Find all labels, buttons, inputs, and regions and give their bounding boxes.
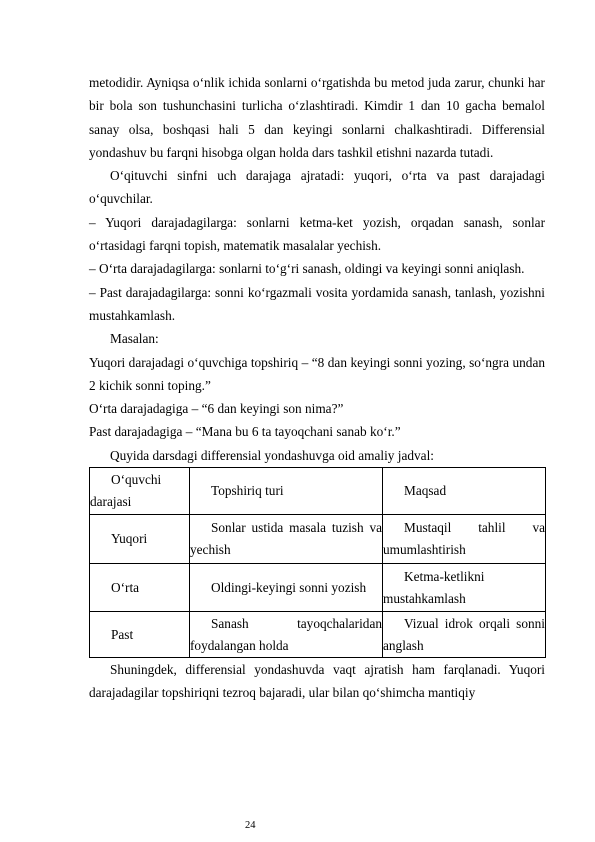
table-row — [90, 612, 546, 658]
table-header-cell: Maqsad — [383, 468, 546, 515]
table-header-row — [90, 468, 546, 515]
table-cell: O‘rta — [90, 564, 190, 612]
differentiation-table — [89, 467, 546, 658]
paragraph-example-high: Yuqori darajadagi o‘quvchiga topshiriq – “8 dan keyingi sonni yozing, so‘ngra undan 2 kichik sonni toping.” — [89, 354, 545, 393]
paragraph-intro: metodidir. Ayniqsa o‘nlik ichida sonlarni o‘rgatishda bu metod juda zarur, chunki har bir bola son tushunchasini turlicha o‘zlashtiradi. Kimdir 1 dan 10 gacha bemalol sanay olsa, boshqasi hali 5 dan keyingi sonlarni chalkashtiradi. Differensial yondashuv bu farqni hisobga olgan holda dars tashkil etishni nazarda tutadi. — [89, 75, 545, 160]
paragraph-example-low: Past darajadagiga – “Mana bu 6 ta tayoqchani sanab ko‘r.” — [89, 424, 401, 440]
paragraph-high-level: – Yuqori darajadagilarga: sonlarni ketma-ket yozish, orqadan sanash, sonlar o‘rtasidagi farqni topish, matematik masalalar yechish. — [89, 214, 545, 254]
paragraph-levels: O‘qituvchi sinfni uch darajaga ajratadi: yuqori, o‘rta va past darajadagi o‘quvchilar. — [89, 168, 545, 207]
table-cell: Sonlar ustida masala tuzish va yechish — [190, 515, 383, 564]
table-row — [90, 515, 546, 564]
document-page — [89, 71, 545, 705]
table-row — [90, 564, 546, 612]
table-cell: Mustaqil tahlil va umumlashtirish — [383, 515, 546, 564]
table-cell: Vizual idrok orqali sonni anglash — [383, 612, 546, 658]
paragraph-middle-level: – O‘rta darajadagilarga: sonlarni to‘g‘ri sanash, oldingi va keyingi sonni aniqlash. — [89, 261, 525, 277]
table-cell: Sanash tayoqchalaridan foydalangan holda — [190, 612, 383, 658]
table-cell: Oldingi-keyingi sonni yozish — [190, 564, 383, 612]
table-header-cell: Topshiriq turi — [190, 468, 383, 515]
table-cell: Yuqori — [90, 515, 190, 564]
paragraph-time-allocation: Shuningdek, differensial yondashuvda vaqt ajratish ham farqlanadi. Yuqori darajadagilar topshiriqni tezroq bajaradi, ular bilan qo‘shimcha mantiqiy — [89, 662, 545, 701]
table-cell: Ketma-ketlikni mustahkamlash — [383, 564, 546, 612]
paragraph-table-intro: Quyida darsdagi differensial yondashuvga oid amaliy jadval: — [110, 447, 434, 463]
table-header-cell: O‘quvchi darajasi — [90, 468, 190, 515]
page-number: 24 — [245, 820, 256, 831]
table-cell: Past — [90, 612, 190, 658]
paragraph-example-middle: O‘rta darajadagiga – “6 dan keyingi son nima?” — [89, 401, 344, 417]
paragraph-low-level: – Past darajadagilarga: sonni ko‘rgazmali vosita yordamida sanash, tanlash, yozishni mustahkamlash. — [89, 284, 545, 323]
paragraph-example-label: Masalan: — [110, 331, 159, 347]
